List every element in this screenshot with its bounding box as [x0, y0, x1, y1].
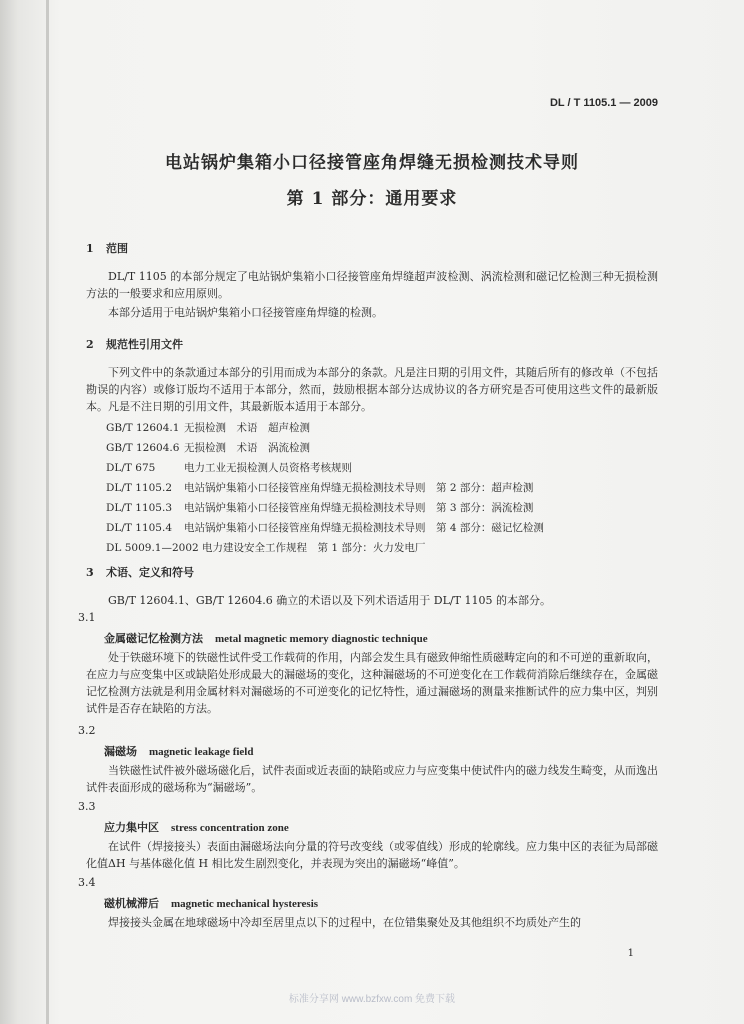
reference-title: 无损检测 术语 涡流检测: [184, 442, 310, 454]
term-english: magnetic leakage field: [149, 746, 254, 758]
term-definition: 在试件（焊接接头）表面由漏磁场法向分量的符号改变线（或零值线）形成的轮廓线。应力集中区的表征为局部磁化值ΔH 与基体磁化值 H 相比发生剧烈变化，并表现为突出的漏磁场“峰值”。: [86, 840, 658, 870]
footer-watermark: 标准分享网 www.bzfxw.com 免费下载: [288, 994, 456, 1005]
term-chinese: 磁机械滞后: [104, 897, 159, 910]
term-heading: [104, 895, 318, 911]
term-heading: [104, 819, 289, 835]
term-definition: 焊接接头金属在地球磁场中冷却至居里点以下的过程中，在位错集聚处及其他组织不均质处产生的: [108, 916, 581, 929]
reference-title: 无损检测 术语 超声检测: [184, 422, 310, 434]
section-3-heading: [86, 564, 194, 580]
reference-title: 电站锅炉集箱小口径接管座角焊缝无损检测技术导则 第 2 部分：超声检测: [184, 482, 534, 494]
reference-title: 电站锅炉集箱小口径接管座角焊缝无损检测技术导则 第 3 部分：涡流检测: [184, 502, 534, 514]
section-3-intro: GB/T 12604.1、GB/T 12604.6 确立的术语以及下列术语适用于 DL/T 1105 的本部分。: [108, 594, 551, 607]
term-definition: 当铁磁性试件被外磁场磁化后，试件表面或近表面的缺陷或应力与应变集中使试件内的磁力线发生畸变，从而逸出试件表面形成的磁场称为“漏磁场”。: [86, 764, 658, 794]
reference-item: [106, 440, 310, 455]
reference-code: DL/T 1105.2: [106, 482, 173, 494]
term-english: metal magnetic memory diagnostic technique: [215, 633, 428, 645]
section-number: 3: [86, 566, 94, 579]
reference-code: DL/T 675: [106, 462, 156, 474]
section-title: 术语、定义和符号: [106, 566, 194, 579]
section-number: 2: [86, 338, 94, 351]
reference-item: [106, 500, 533, 515]
term-number: 3.4: [78, 876, 96, 889]
term-number: 3.2: [78, 724, 96, 737]
reference-code: GB/T 12604.6: [106, 442, 180, 454]
reference-title: 电站锅炉集箱小口径接管座角焊缝无损检测技术导则 第 4 部分：磁记忆检测: [184, 522, 544, 534]
page-number: 1: [627, 948, 634, 959]
section-2-para: 下列文件中的条款通过本部分的引用而成为本部分的条款。凡是注日期的引用文件，其随后所有的修改单（不包括勘误的内容）或修订版均不适用于本部分，然而，鼓励根据本部分达成协议的各方研究是否可使用这些文件的最新版本。凡是不注日期的引用文件，其最新版本适用于本部分。: [86, 366, 658, 413]
reference-title: 电力工业无损检测人员资格考核规则: [184, 462, 352, 474]
term-definition: 处于铁磁环境下的铁磁性试件受工作载荷的作用，内部会发生具有磁致伸缩性质磁畴定向的和不可逆的重新取向，在应力与应变集中区或缺陷处形成最大的漏磁场的变化，这种漏磁场的不可逆变化在工作载荷消除后继续存在，金属磁记忆检测方法就是利用金属材料对漏磁场的不可逆变化的记忆特性，通过漏磁场的测量来推断试件的应力集中区，判别试件是否存在缺陷的方法。: [86, 651, 658, 715]
document-subtitle: 第 1 部分：通用要求: [286, 189, 458, 209]
standard-number: DL / T 1105.1 — 2009: [549, 97, 658, 109]
reference-item: [106, 460, 352, 475]
reference-item: [106, 420, 310, 435]
section-1-para-1: DL/T 1105 的本部分规定了电站锅炉集箱小口径接管座角焊缝超声波检测、涡流检测和磁记忆检测三种无损检测方法的一般要求和应用原则。: [86, 270, 658, 300]
reference-code: DL/T 1105.4: [106, 522, 173, 534]
term-chinese: 应力集中区: [104, 821, 159, 834]
section-1-para-2: 本部分适用于电站锅炉集箱小口径接管座角焊缝的检测。: [108, 306, 383, 319]
term-number: 3.1: [78, 611, 96, 624]
term-heading: [104, 630, 428, 646]
document-title: 电站锅炉集箱小口径接管座角焊缝无损检测技术导则: [165, 153, 579, 173]
term-chinese: 金属磁记忆检测方法: [104, 632, 203, 645]
reference-title: 电力建设安全工作规程 第 1 部分：火力发电厂: [202, 542, 426, 554]
term-chinese: 漏磁场: [104, 745, 137, 758]
reference-item: [106, 520, 544, 535]
section-title: 范围: [106, 242, 128, 255]
section-title: 规范性引用文件: [106, 338, 183, 351]
term-heading: [104, 743, 253, 759]
section-number: 1: [86, 242, 94, 255]
reference-item: [106, 480, 533, 495]
reference-code: DL/T 1105.3: [106, 502, 173, 514]
reference-code: DL 5009.1—2002: [106, 542, 199, 554]
reference-code: GB/T 12604.1: [106, 422, 180, 434]
term-english: stress concentration zone: [171, 822, 289, 834]
section-2-heading: [86, 336, 183, 352]
term-english: magnetic mechanical hysteresis: [171, 898, 319, 910]
reference-item: [106, 540, 425, 555]
section-1-heading: [86, 240, 128, 256]
term-number: 3.3: [78, 800, 96, 813]
